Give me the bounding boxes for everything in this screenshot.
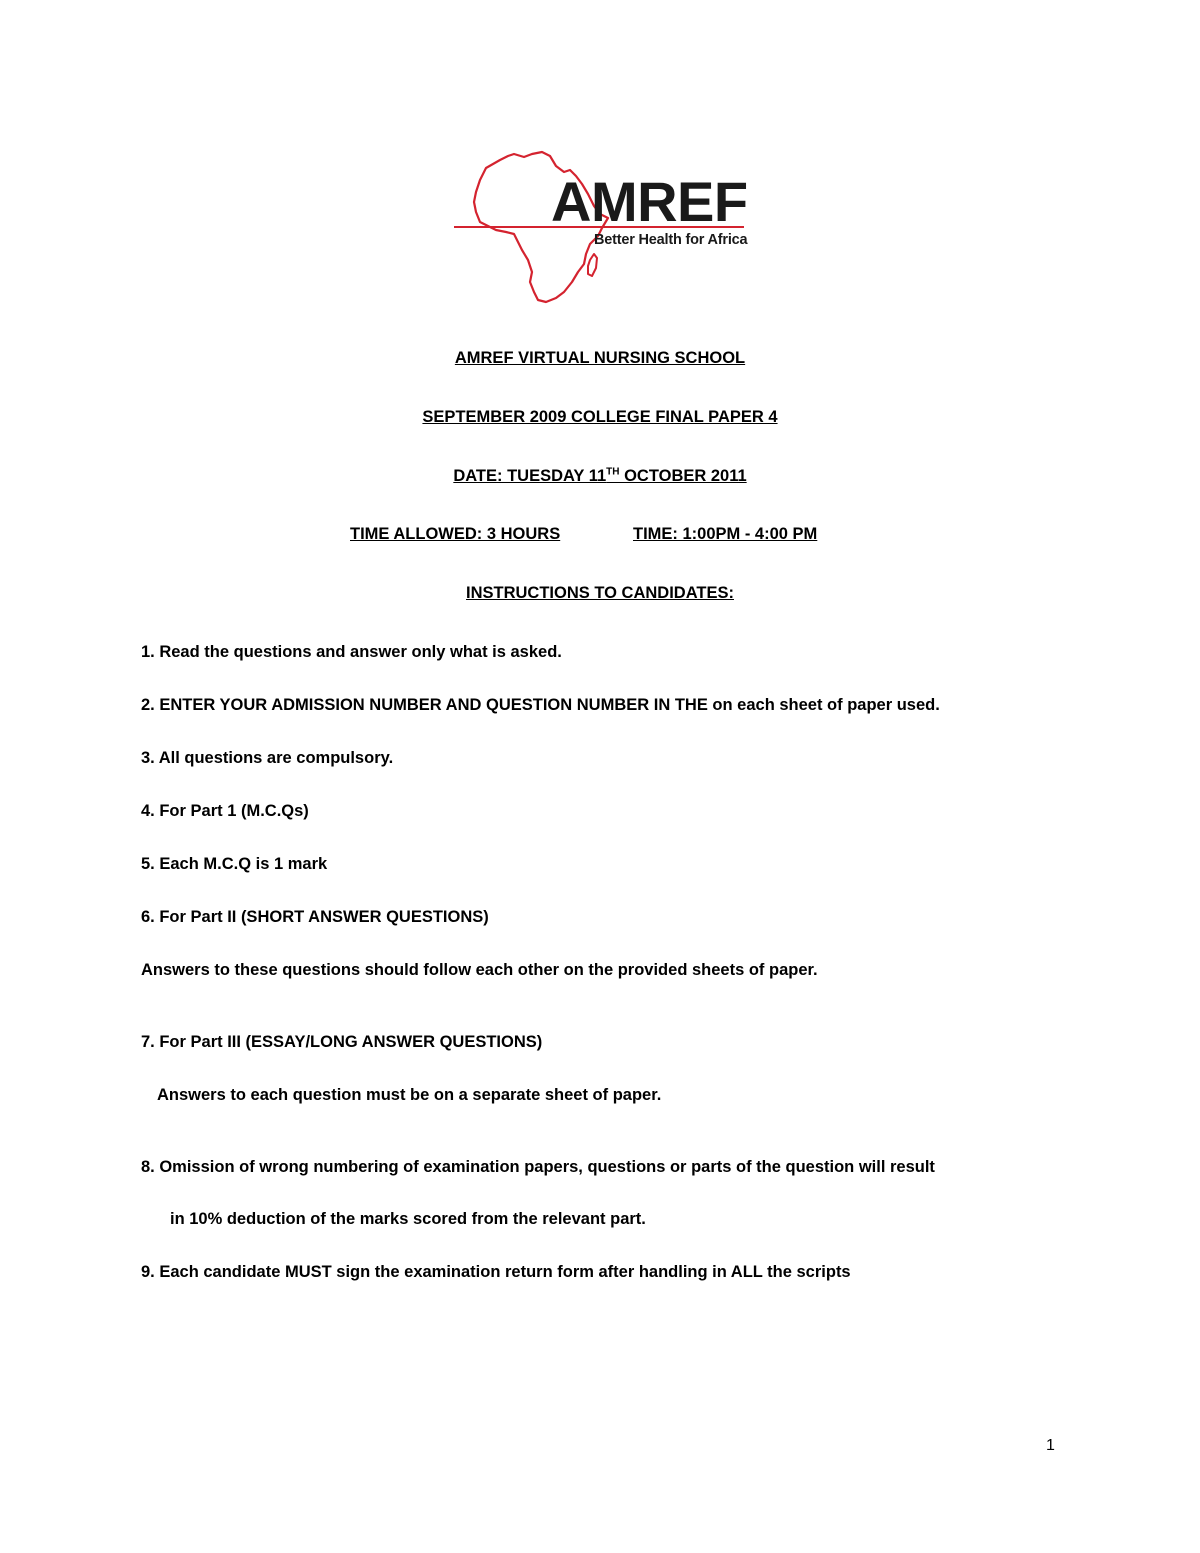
instruction-item: 4. For Part 1 (M.C.Qs) — [141, 802, 309, 820]
instruction-continuation: in 10% deduction of the marks scored from the relevant part. — [170, 1210, 646, 1228]
exam-date — [0, 466, 1200, 486]
amref-logo — [452, 148, 752, 308]
paper-title: SEPTEMBER 2009 COLLEGE FINAL PAPER 4 — [422, 408, 778, 426]
exam-date-prefix: DATE: TUESDAY 11 — [453, 467, 607, 485]
instruction-note: Answers to each question must be on a separate sheet of paper. — [157, 1086, 662, 1104]
exam-time: TIME: 1:00PM - 4:00 PM — [633, 525, 818, 543]
time-allowed: TIME ALLOWED: 3 HOURS — [350, 525, 561, 543]
instructions-title: INSTRUCTIONS TO CANDIDATES: — [466, 584, 734, 602]
page-number: 1 — [1046, 1437, 1055, 1454]
school-title: AMREF VIRTUAL NURSING SCHOOL — [454, 349, 746, 367]
instruction-item: 1. Read the questions and answer only what is asked. — [141, 643, 562, 661]
instruction-item: 2. ENTER YOUR ADMISSION NUMBER AND QUESTION NUMBER IN THE on each sheet of paper used. — [141, 696, 940, 714]
exam-date-superscript: TH — [606, 466, 620, 478]
logo-wordmark: AMREF — [551, 170, 748, 233]
instruction-item: 5. Each M.C.Q is 1 mark — [141, 855, 328, 873]
logo-tagline: Better Health for Africa — [594, 232, 748, 248]
instruction-item: 3. All questions are compulsory. — [141, 749, 394, 767]
instruction-note: Answers to these questions should follow each other on the provided sheets of paper. — [141, 961, 818, 979]
instruction-item: 7. For Part III (ESSAY/LONG ANSWER QUESTIONS) — [141, 1033, 543, 1051]
exam-date-suffix: OCTOBER 2011 — [619, 467, 747, 485]
instruction-item: 8. Omission of wrong numbering of examination papers, questions or parts of the question will result — [141, 1158, 935, 1176]
time-row — [350, 524, 950, 546]
instruction-item: 6. For Part II (SHORT ANSWER QUESTIONS) — [141, 908, 489, 926]
instruction-item: 9. Each candidate MUST sign the examination return form after handling in ALL the scripts — [141, 1263, 851, 1281]
